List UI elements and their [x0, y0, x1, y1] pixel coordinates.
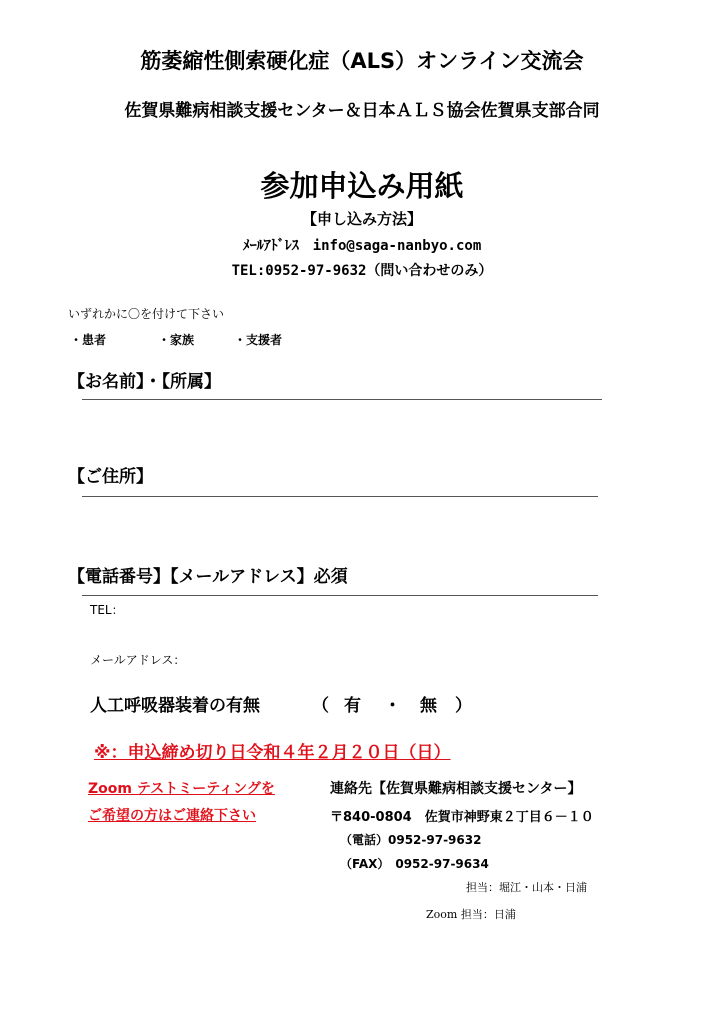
- contact-fax: （FAX） 0952-97-9634: [340, 857, 489, 871]
- name-affiliation-label: 【お名前】・【所属】: [68, 372, 221, 392]
- zoom-staff: Zoom 担当：日浦: [426, 908, 516, 921]
- contact-staff: 担当：堀江・山本・日浦: [466, 881, 587, 894]
- ventilator-separator: ・: [384, 696, 401, 716]
- contact-label: 【電話番号】【メールアドレス】必須: [68, 567, 348, 587]
- ventilator-open-paren: （: [312, 696, 329, 716]
- ventilator-label: 人工呼吸器装着の有無: [90, 696, 260, 716]
- page-subtitle: 佐賀県難病相談支援センター＆日本ＡＬＳ協会佐賀県支部合同: [124, 101, 600, 121]
- zoom-note-line2: ご希望の方はご連絡下さい: [88, 808, 256, 824]
- tel-field-label: TEL：: [90, 603, 124, 617]
- address-label: 【ご住所】: [68, 467, 153, 487]
- method-label: 【申し込み方法】: [301, 210, 422, 228]
- submission-email: ﾒｰﾙｱﾄﾞﾚｽ info@saga-nanbyo.com: [242, 238, 482, 254]
- contact-title: 連絡先【佐賀県難病相談支援センター】: [330, 781, 582, 797]
- contact-phone: （電話）0952-97-9632: [340, 833, 482, 847]
- inquiry-tel: TEL:0952-97-9632（問い合わせのみ）: [231, 263, 493, 279]
- address-line[interactable]: [82, 496, 598, 497]
- name-affiliation-line[interactable]: [82, 399, 602, 400]
- category-option-supporter[interactable]: ・支援者: [234, 333, 283, 347]
- category-option-patient[interactable]: ・患者: [70, 333, 107, 347]
- ventilator-option-no[interactable]: 無: [420, 696, 437, 716]
- category-instruction: いずれかに〇を付けて下さい: [68, 307, 225, 321]
- category-option-family[interactable]: ・家族: [158, 333, 195, 347]
- contact-address: 〒840-0804 佐賀市神野東２丁目６－１０: [330, 810, 594, 825]
- deadline-notice: ※：申込締め切り日令和４年２月２０日（日）: [94, 743, 451, 763]
- email-field-label: メールアドレス：: [90, 653, 186, 667]
- zoom-note-line1: Zoom テストミーティングを: [88, 781, 275, 797]
- contact-line[interactable]: [82, 595, 598, 596]
- ventilator-close-paren: ）: [455, 696, 472, 716]
- form-heading: 参加申込み用紙: [260, 169, 464, 203]
- page-title: 筋萎縮性側索硬化症（ALS）オンライン交流会: [140, 49, 584, 73]
- ventilator-option-yes[interactable]: 有: [344, 696, 361, 716]
